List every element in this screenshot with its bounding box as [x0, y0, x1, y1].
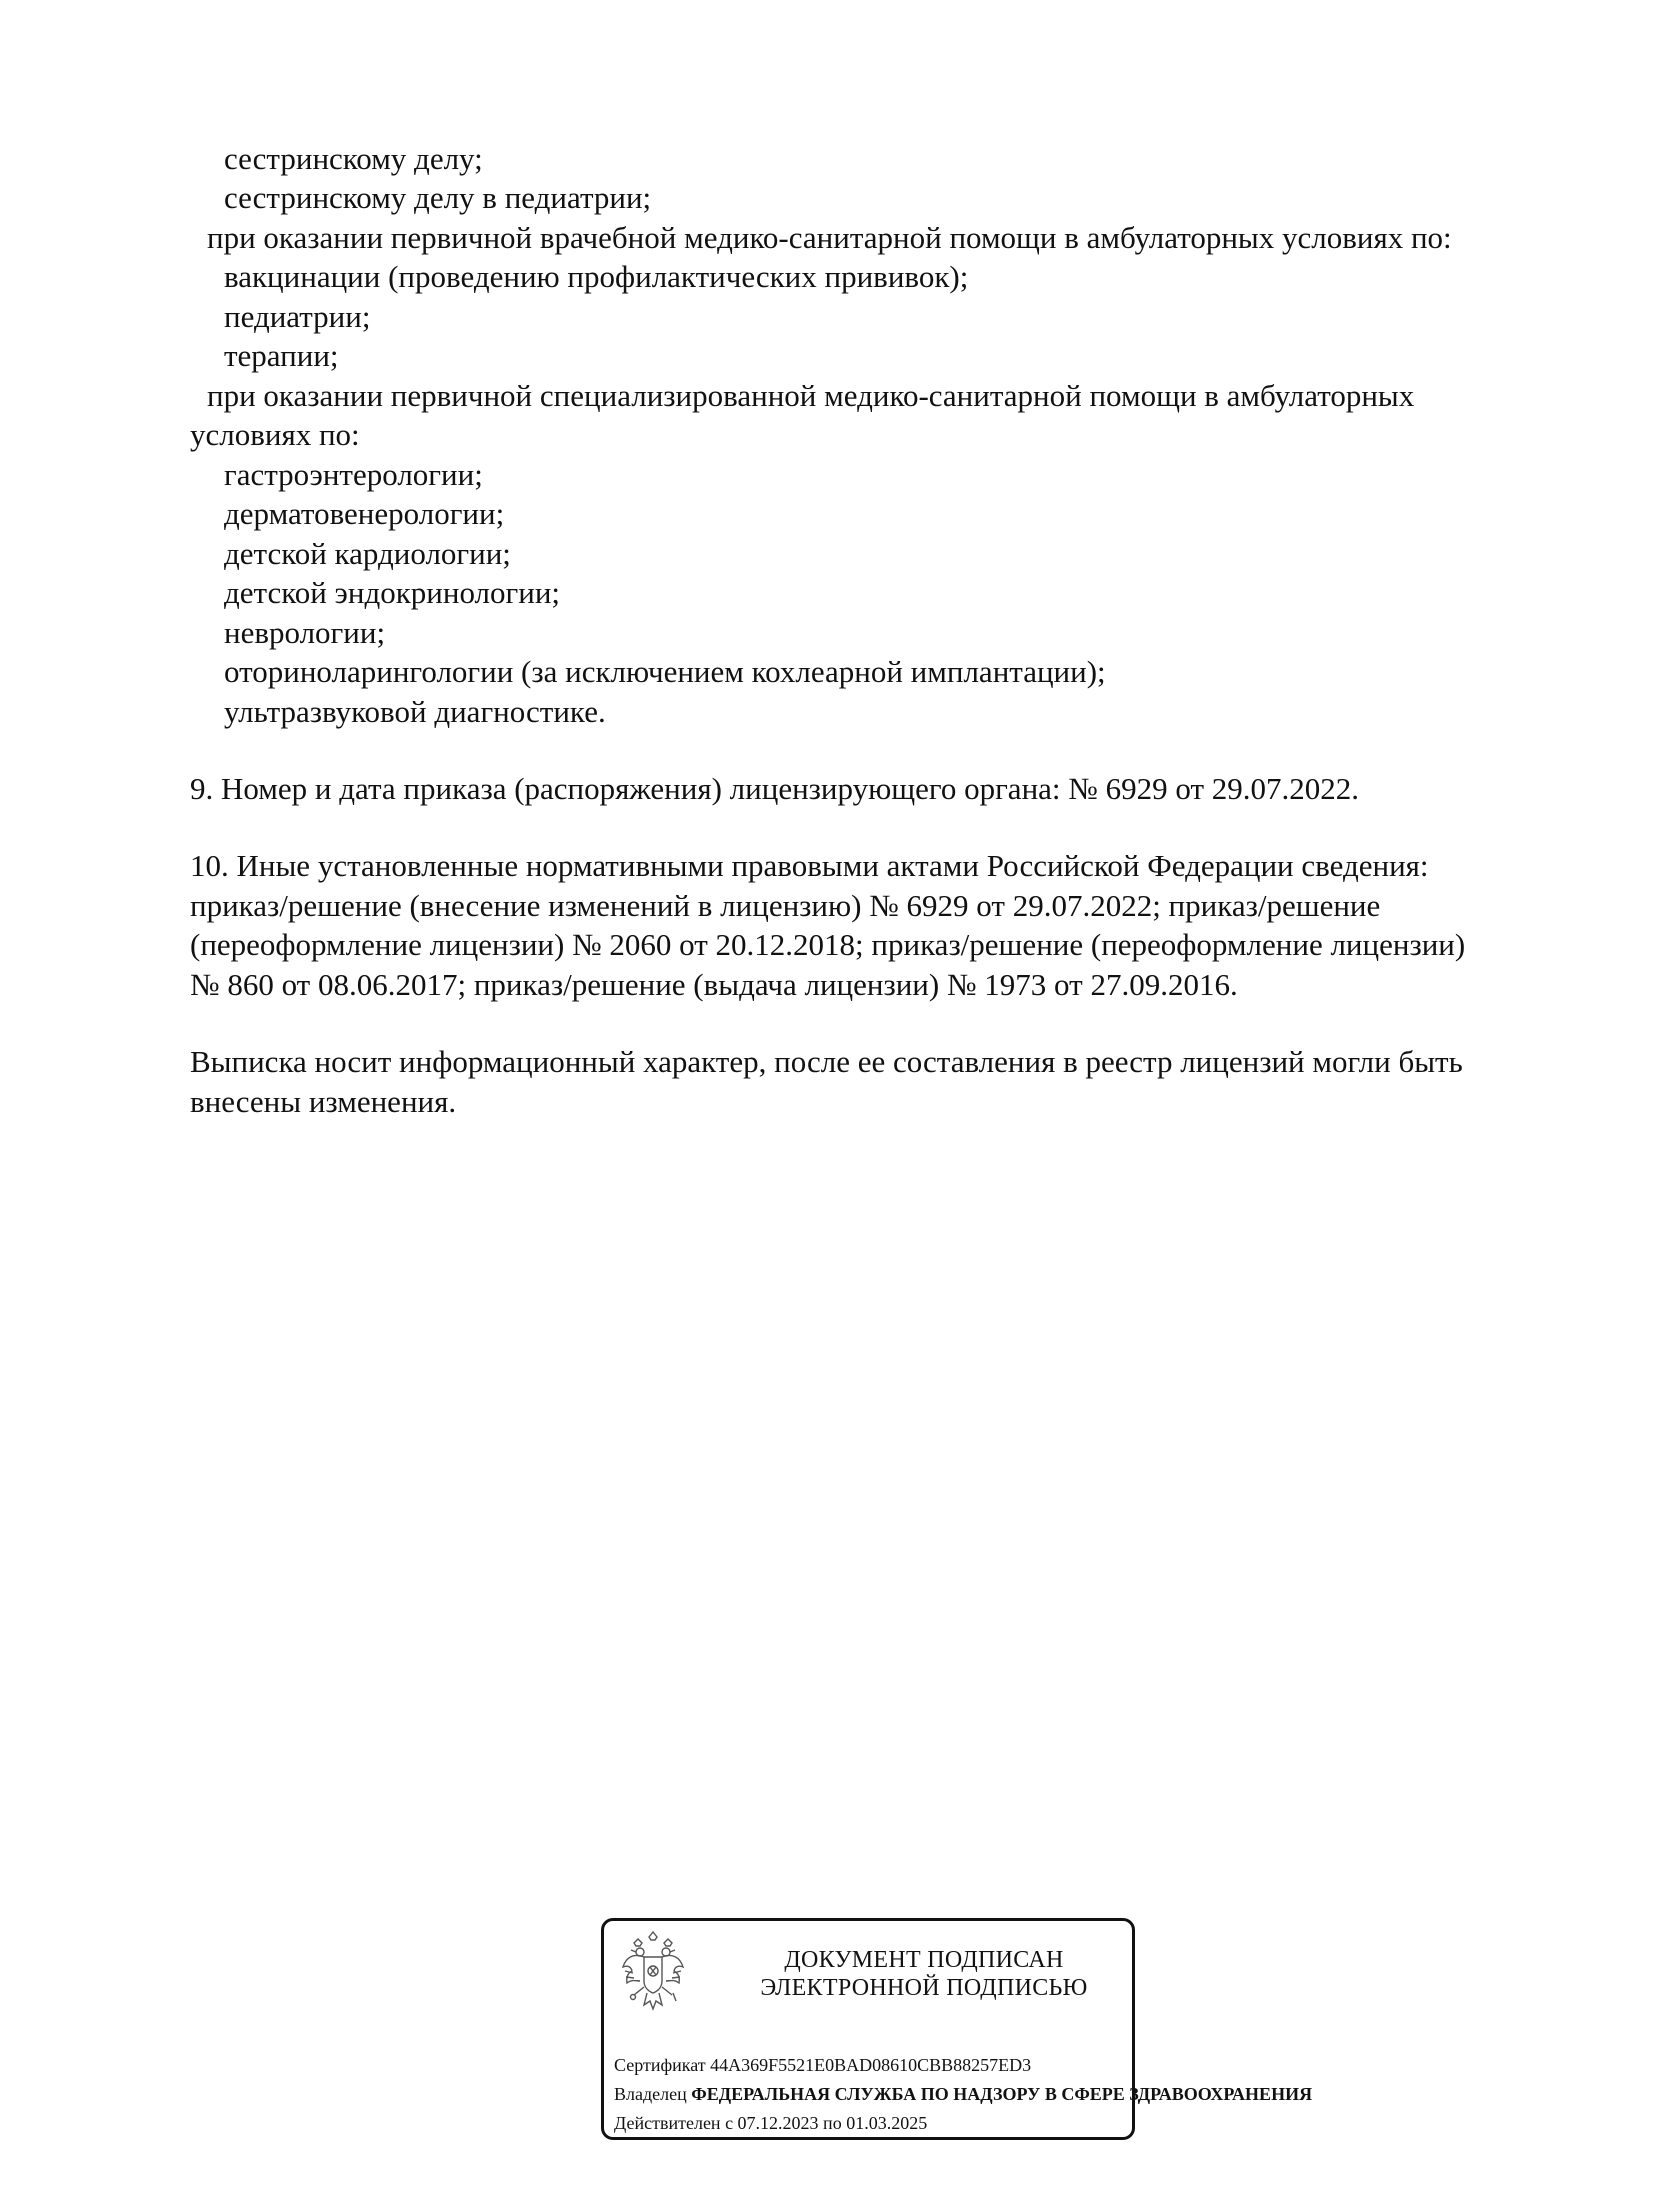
list-heading: при оказании первичной специализированной медико-санитарной помощи в амбулаторных — [207, 378, 1415, 413]
section-10-line: № 860 от 08.06.2017; приказ/решение (выдача лицензии) № 1973 от 27.09.2016. — [190, 967, 1238, 1002]
certificate-label: Сертификат — [614, 2055, 706, 2075]
owner-row — [614, 2083, 1312, 2105]
list-item: педиатрии; — [224, 299, 371, 334]
disclaimer-note: внесены изменения. — [190, 1084, 457, 1119]
list-item: детской эндокринологии; — [224, 575, 561, 610]
validity-period: Действителен с 07.12.2023 по 01.03.2025 — [614, 2113, 928, 2133]
stamp-title: ЭЛЕКТРОННОЙ ПОДПИСЬЮ — [760, 1975, 1088, 2001]
list-item: дерматовенерологии; — [224, 496, 505, 531]
list-item: ультразвуковой диагностике. — [224, 694, 606, 729]
list-item: терапии; — [224, 338, 339, 373]
section-10-line: приказ/решение (внесение изменений в лицензию) № 6929 от 29.07.2022; приказ/решение — [190, 888, 1381, 923]
owner-label: Владелец — [614, 2084, 687, 2104]
list-item: неврологии; — [224, 615, 386, 650]
list-item: вакцинации (проведению профилактических прививок); — [224, 259, 969, 294]
certificate-row — [614, 2054, 1031, 2076]
owner-value: ФЕДЕРАЛЬНАЯ СЛУЖБА ПО НАДЗОРУ В СФЕРЕ ЗДРАВООХРАНЕНИЯ — [691, 2084, 1313, 2104]
stamp-title: ДОКУМЕНТ ПОДПИСАН — [784, 1947, 1064, 1973]
disclaimer-note: Выписка носит информационный характер, после ее составления в реестр лицензий могли быть — [190, 1044, 1463, 1079]
list-item: гастроэнтерологии; — [224, 457, 483, 492]
list-item: сестринскому делу; — [224, 141, 483, 176]
list-heading: при оказании первичной врачебной медико-санитарной помощи в амбулаторных условиях по: — [207, 220, 1452, 255]
certificate-value: 44A369F5521E0BAD08610CBB88257ED3 — [710, 2055, 1032, 2075]
section-10-line: 10. Иные установленные нормативными правовыми актами Российской Федерации сведения: — [190, 848, 1429, 883]
list-item: детской кардиологии; — [224, 536, 511, 571]
section-9-order-number: 9. Номер и дата приказа (распоряжения) лицензирующего органа: № 6929 от 29.07.2022. — [190, 771, 1359, 806]
section-10-line: (переоформление лицензии) № 2060 от 20.12.2018; приказ/решение (переоформление лицензии) — [190, 927, 1466, 962]
electronic-signature-stamp — [601, 1918, 1313, 2140]
russian-coat-of-arms-icon — [620, 1931, 686, 2011]
list-item: сестринскому делу в педиатрии; — [224, 180, 652, 215]
list-item: оториноларингологии (за исключением кохлеарной имплантации); — [224, 654, 1106, 689]
list-heading-continuation: условиях по: — [190, 417, 360, 452]
